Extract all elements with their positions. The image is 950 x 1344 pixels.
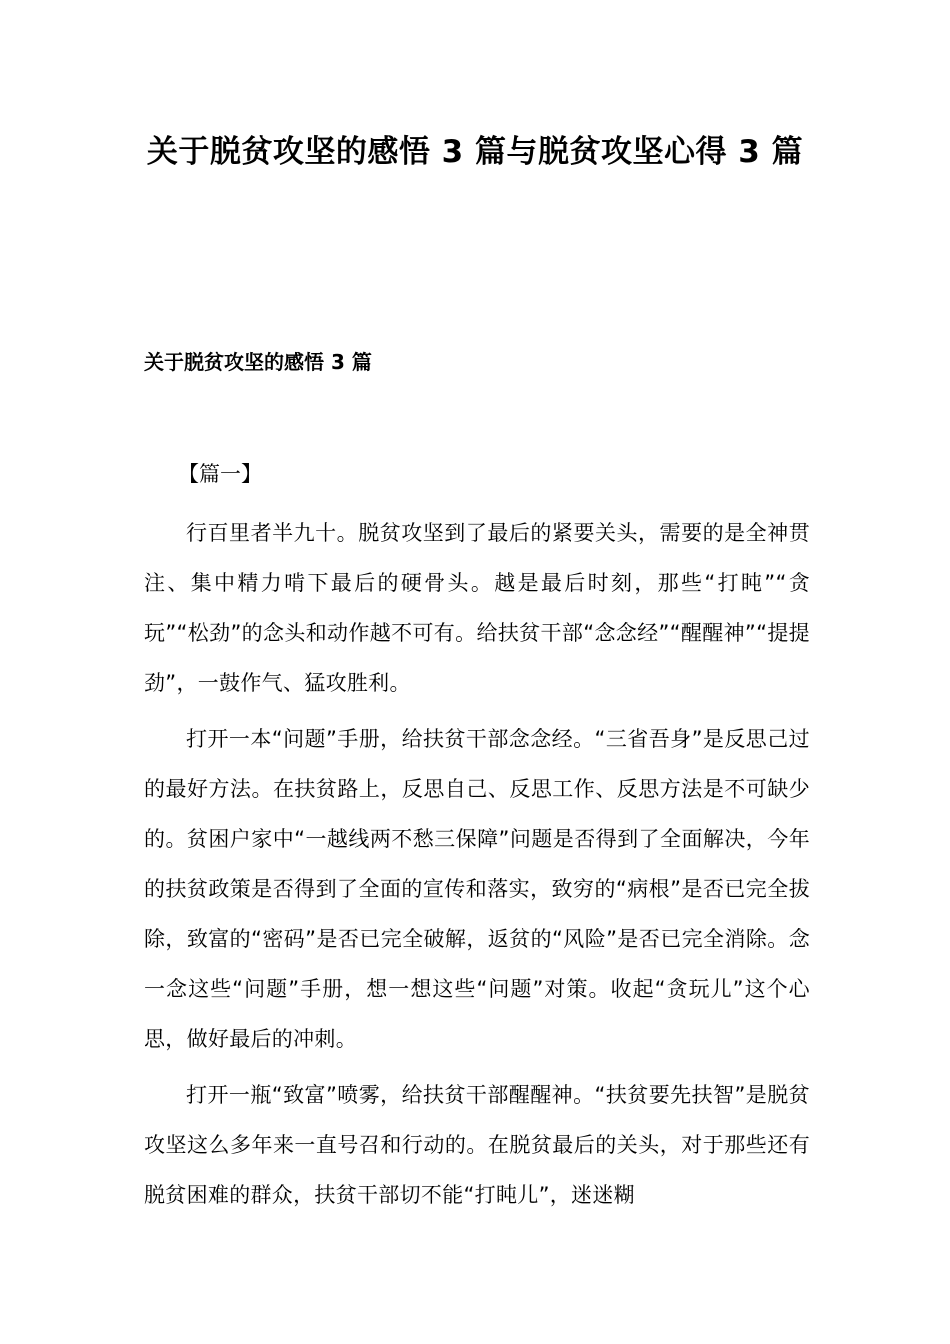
document-title: 关于脱贫攻坚的感悟 3 篇与脱贫攻坚心得 3 篇 (146, 134, 804, 170)
paragraph-3: 打开一瓶“致富”喷雾，给扶贫干部醒醒神。“扶贫要先扶智”是脱贫攻坚这么多年来一直号召和行动的。在脱贫最后的关头，对于那些还有脱贫困难的群众，扶贫干部切不能“打盹儿”，迷迷糊 (144, 1083, 810, 1207)
section-heading: 关于脱贫攻坚的感悟 3 篇 (144, 350, 372, 374)
part-label: 【篇一】 (178, 462, 262, 486)
paragraph-1: 行百里者半九十。脱贫攻坚到了最后的紧要关头，需要的是全神贯注、集中精力啃下最后的硬骨头。越是最后时刻，那些“打盹”“贪玩”“松劲”的念头和动作越不可有。给扶贫干部“念念经”“醒醒神”“提提劲”，一鼓作气、猛攻胜利。 (144, 521, 810, 695)
body-text (144, 508, 810, 1226)
paragraph-2: 打开一本“问题”手册，给扶贫干部念念经。“三省吾身”是反思己过的最好方法。在扶贫路上，反思自己、反思工作、反思方法是不可缺少的。贫困户家中“一越线两不愁三保障”问题是否得到了全面解决，今年的扶贫政策是否得到了全面的宣传和落实，致穷的“病根”是否已完全拔除，致富的“密码”是否已完全破解，返贫的“风险”是否已完全消除。念一念这些“问题”手册，想一想这些“问题”对策。收起“贪玩儿”这个心思，做好最后的冲刺。 (144, 727, 810, 1051)
